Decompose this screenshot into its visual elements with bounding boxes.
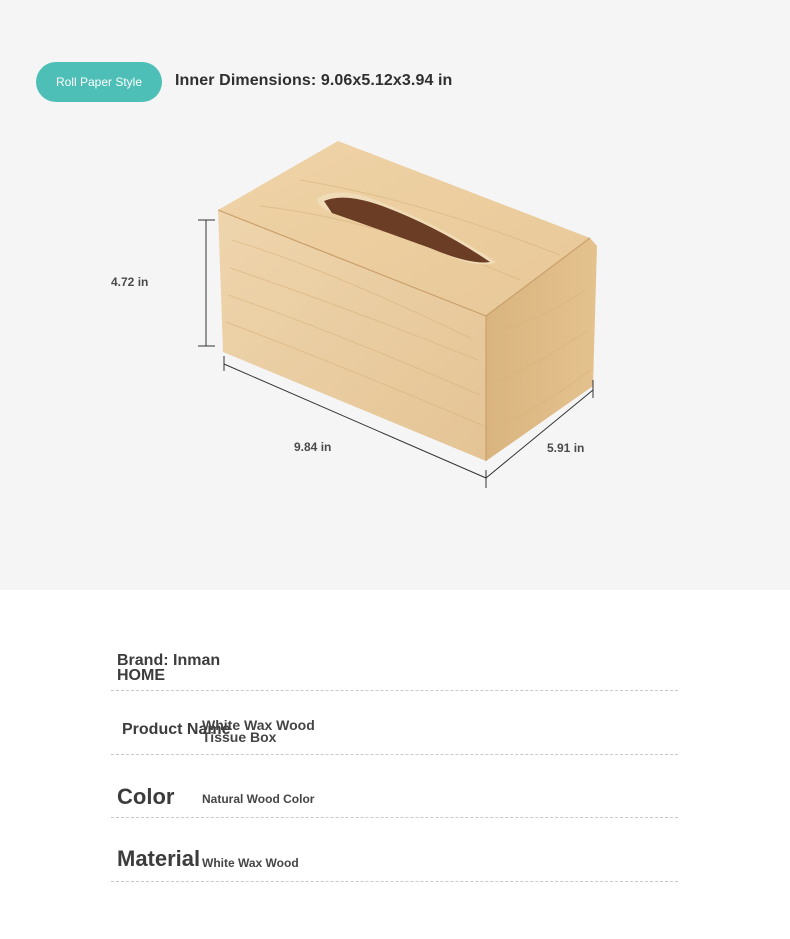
product-name-label: Product Name: [122, 721, 231, 738]
material-value: White Wax Wood: [202, 856, 299, 870]
product-name-value: White Wax Wood Tissue Box: [202, 717, 315, 745]
height-dimension-label: 4.72 in: [111, 275, 149, 289]
color-label: Color: [117, 784, 175, 809]
spec-row-product-name: [111, 691, 678, 755]
spec-row-brand: [111, 640, 678, 691]
width-dimension-label: 9.84 in: [294, 440, 332, 454]
spec-row-material: [111, 818, 678, 882]
spec-row-color: [111, 755, 678, 818]
depth-dimension-label: 5.91 in: [547, 441, 585, 455]
color-value: Natural Wood Color: [202, 792, 315, 806]
brand-label: Brand: Inman HOME: [117, 652, 221, 684]
inner-dimensions-text: Inner Dimensions: 9.06x5.12x3.94 in: [175, 72, 453, 89]
material-label: Material: [117, 846, 201, 871]
style-badge[interactable]: Roll Paper Style: [36, 62, 162, 102]
